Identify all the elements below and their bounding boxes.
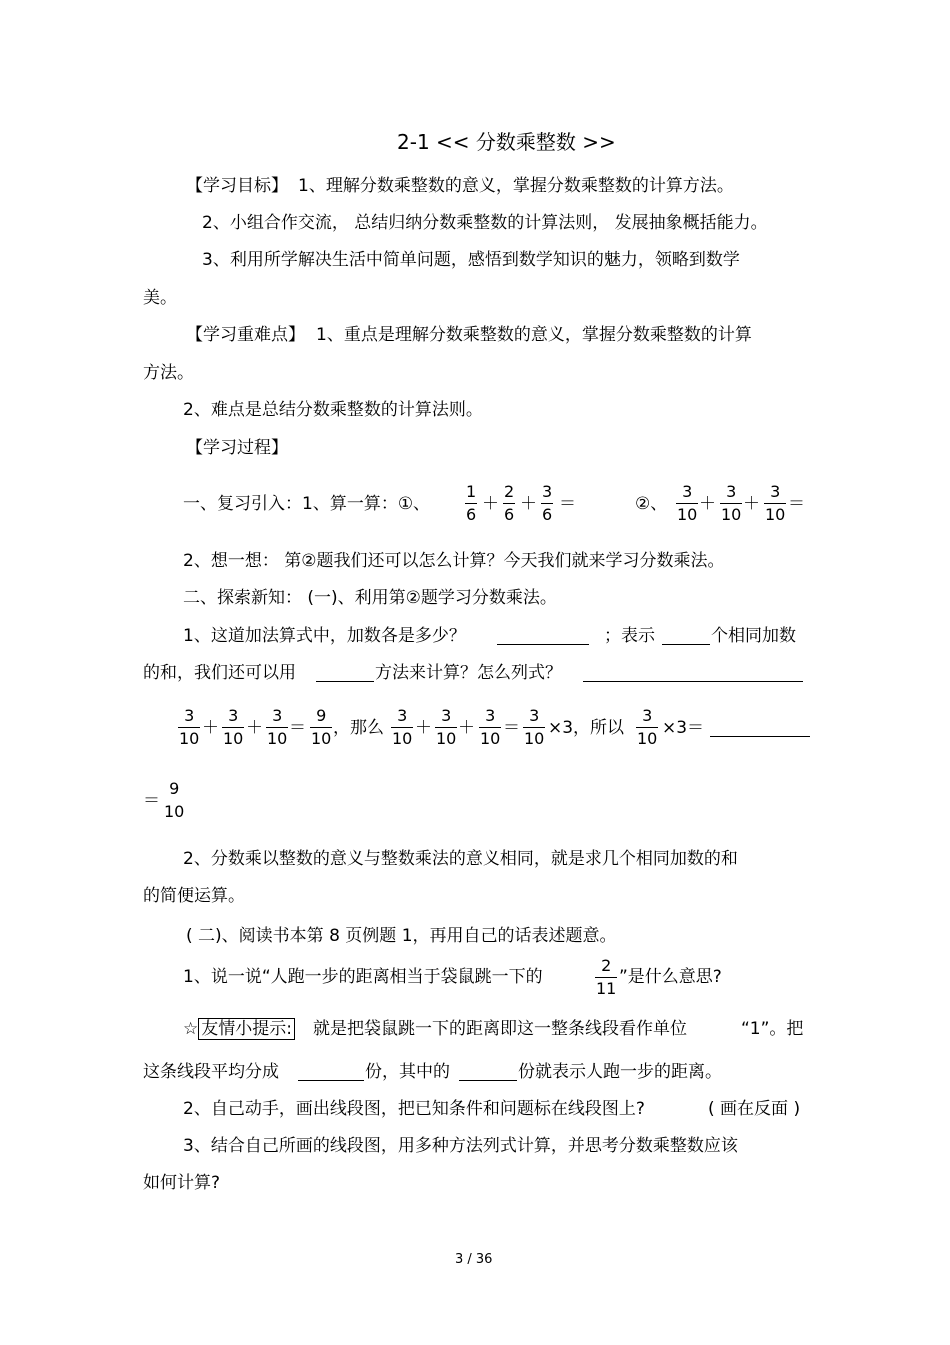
equals-sign: ＝ — [559, 494, 576, 514]
plus-sign: ＋ — [202, 718, 219, 738]
plus-sign: ＋ — [699, 494, 716, 514]
page-number: 3 / 36 — [455, 1252, 493, 1267]
process-label: 【学习过程】 — [186, 438, 288, 458]
meaning-line-a: 2、分数乘以整数的意义与整数乘法的意义相同，就是求几个相同加数的和 — [183, 849, 738, 869]
plus-sign: ＋ — [458, 718, 475, 738]
fraction-1-6: 1 6 — [466, 482, 477, 524]
equals-sign: ＝ — [143, 791, 160, 811]
think-line: 2、想一想： 第②题我们还可以怎么计算？今天我们就来学习分数乘法。 — [183, 551, 725, 571]
objective-3a: 3、利用所学解决生活中简单问题，感悟到数学知识的魅力，领略到数学 — [202, 250, 740, 270]
objective-2: 2、小组合作交流， 总结归纳分数乘整数的计算法则， 发展抽象概括能力。 — [202, 213, 768, 233]
then-text: ，那么 — [333, 718, 384, 738]
hint-box: 友情小提示: — [198, 1018, 295, 1040]
question-1d: 的和，我们还可以用 — [143, 663, 296, 683]
question-1a: 1、这道加法算式中，加数各是多少？ — [183, 626, 466, 646]
fraction-9-10: 9 10 — [164, 779, 185, 821]
say-line-b: ”是什么意思? — [619, 967, 722, 987]
fraction-3-10: 3 10 — [223, 706, 244, 748]
plus-sign: ＋ — [415, 718, 432, 738]
draw-line: 2、自己动手，画出线段图，把已知条件和问题标在线段图上? — [183, 1099, 645, 1119]
read-line: ( 二)、阅读书本第 8 页例题 1，再用自己的话表述题意。 — [186, 926, 617, 946]
answer-blank[interactable] — [710, 720, 810, 737]
fraction-3-10: 3 10 — [721, 482, 742, 524]
fraction-2-11: 2 11 — [596, 956, 617, 998]
hint-text-a: 就是把袋鼠跳一下的距离即这一整条线段看作单位 — [313, 1019, 687, 1039]
answer-blank[interactable] — [298, 1064, 364, 1081]
answer-blank[interactable] — [662, 628, 710, 645]
say-line-a: 1、说一说“人跑一步的距离相当于袋鼠跳一下的 — [183, 967, 543, 987]
times-three-equals: ×3＝ — [662, 718, 705, 738]
answer-blank[interactable] — [459, 1064, 517, 1081]
hint-text-c: 这条线段平均分成 — [143, 1062, 279, 1082]
hint-text-d: 份，其中的 — [365, 1062, 450, 1082]
keypoint-2: 2、难点是总结分数乘整数的计算法则。 — [183, 400, 483, 420]
star-icon: ☆ — [183, 1019, 199, 1039]
keypoint-1b: 方法。 — [143, 363, 194, 383]
plus-sign: ＋ — [482, 494, 499, 514]
keypoints-label: 【学习重难点】 — [186, 325, 305, 345]
review-circle-2: ②、 — [635, 494, 668, 514]
fraction-3-10: 3 10 — [677, 482, 698, 524]
explore-line: 二、探索新知： (一)、利用第②题学习分数乘法。 — [183, 588, 557, 608]
calc-line-a: 3、结合自己所画的线段图，用多种方法列式计算，并思考分数乘整数应该 — [183, 1136, 738, 1156]
equals-sign: ＝ — [503, 718, 520, 738]
fraction-3-10: 3 10 — [267, 706, 288, 748]
fraction-3-10: 3 10 — [637, 706, 658, 748]
fraction-3-10: 3 10 — [524, 706, 545, 748]
fraction-9-10: 9 10 — [311, 706, 332, 748]
hint-text-b: “1”。把 — [741, 1019, 804, 1039]
objective-1: 1、理解分数乘整数的意义，掌握分数乘整数的计算方法。 — [298, 176, 734, 196]
answer-blank[interactable] — [497, 628, 589, 645]
fraction-3-10: 3 10 — [765, 482, 786, 524]
hint-text-e: 份就表示人跑一步的距离。 — [518, 1062, 722, 1082]
fraction-3-10: 3 10 — [179, 706, 200, 748]
review-prefix: 一、复习引入：1、算一算：①、 — [183, 494, 431, 514]
keypoint-1a: 1、重点是理解分数乘整数的意义，掌握分数乘整数的计算 — [316, 325, 752, 345]
plus-sign: ＋ — [520, 494, 537, 514]
plus-sign: ＋ — [743, 494, 760, 514]
times-three-so: ×3，所以 — [548, 718, 625, 738]
objective-3b: 美。 — [143, 288, 177, 308]
equals-sign: ＝ — [788, 494, 805, 514]
question-1c: 个相同加数 — [711, 626, 796, 646]
meaning-line-b: 的简便运算。 — [143, 886, 245, 906]
question-1e: 方法来计算？怎么列式？ — [375, 663, 562, 683]
fraction-3-10: 3 10 — [436, 706, 457, 748]
answer-blank[interactable] — [316, 665, 374, 682]
fraction-3-10: 3 10 — [480, 706, 501, 748]
answer-blank[interactable] — [583, 665, 803, 682]
hint-line — [183, 1018, 295, 1040]
calc-line-b: 如何计算? — [143, 1173, 221, 1193]
question-1b: ；表示 — [604, 626, 655, 646]
fraction-2-6: 2 6 — [504, 482, 515, 524]
plus-sign: ＋ — [246, 718, 263, 738]
fraction-3-10: 3 10 — [392, 706, 413, 748]
fraction-3-6: 3 6 — [542, 482, 553, 524]
draw-note: ( 画在反面 ) — [708, 1099, 801, 1119]
page-title: 2-1 << 分数乘整数 >> — [397, 130, 616, 154]
equals-sign: ＝ — [289, 718, 306, 738]
objectives-label: 【学习目标】 — [186, 176, 288, 196]
